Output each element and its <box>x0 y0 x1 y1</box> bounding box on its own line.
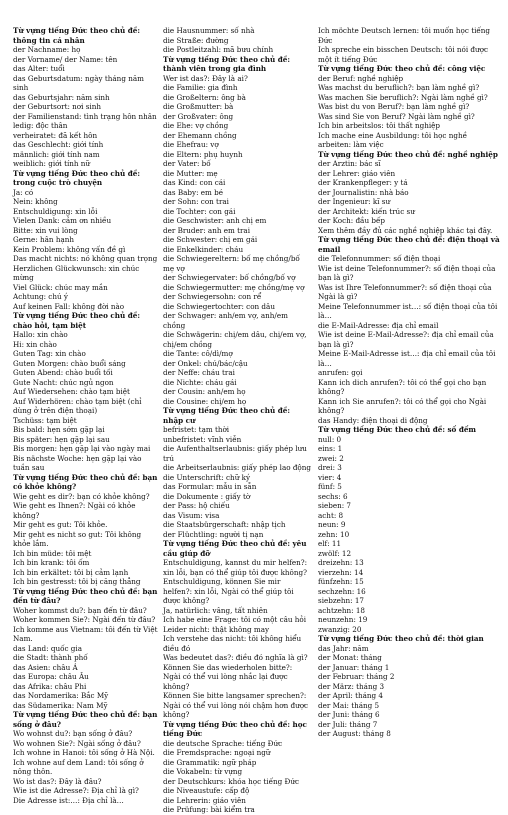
vocab-entry: Können Sie bitte langsamer sprechen?: Ngài có thể vui lòng nói chậm hơn được không? <box>163 691 309 719</box>
vocab-entry: die Niveaustufe: cấp độ <box>163 786 250 795</box>
vocab-entry: Gerne: hân hạnh <box>13 235 75 244</box>
vocab-entry: die Prüfung: bài kiểm tra <box>163 805 255 814</box>
vocab-entry: der Monat: tháng <box>318 653 382 662</box>
vocab-entry: Wie geht es Ihnen?: Ngài có khỏe không? <box>13 501 136 520</box>
vocab-entry: sechzehn: 16 <box>318 586 366 596</box>
vocab-entry: Entschuldigung, können Sie mir helfen?: xin lỗi, Ngài có thể giúp tôi được không? <box>163 577 294 605</box>
vocab-entry: die Aufenthaltserlaubnis: giấy phép lưu trú <box>163 444 307 463</box>
vocab-entry: die Tochter: con gái <box>163 206 236 216</box>
vocab-entry: Bis bald: hẹn sớm gặp lại <box>13 425 105 434</box>
vocab-entry: Tschüss: tạm biệt <box>13 415 77 425</box>
vocab-entry: Gute Nacht: chúc ngủ ngon <box>13 377 114 387</box>
vocab-entry: weiblich: giới tính nữ <box>13 159 91 168</box>
vocab-entry: der Geburtsort: nơi sinh <box>13 102 101 111</box>
vocab-entry: der Sohn: con trai <box>163 197 229 206</box>
vocab-entry: der August: tháng 8 <box>318 729 391 738</box>
vocab-entry: das Asien: châu Á <box>13 662 78 672</box>
vocab-entry: ledig: độc thân <box>13 121 68 130</box>
vocab-entry: Leider nicht: thật không may <box>163 624 270 634</box>
vocab-entry: der Beruf: nghề nghiệp <box>318 73 404 83</box>
vocab-entry: die Telefonnummer: số điện thoại <box>318 254 441 263</box>
vocab-entry: Wie geht es dir?: bạn có khỏe không? <box>13 491 150 501</box>
vocab-entry: die Mutter: mẹ <box>163 168 218 178</box>
vocab-entry: Ja: có <box>13 187 34 197</box>
vocab-entry: Ja, natürlich: vâng, tất nhiên <box>163 605 268 615</box>
vocab-entry: der April: tháng 4 <box>318 691 383 700</box>
vocab-entry: Wo ist das?: Đây là đâu? <box>13 776 102 786</box>
vocab-entry: Ich spreche ein bisschen Deutsch: tôi nói được một ít tiếng Đức <box>318 45 489 64</box>
vocab-entry: die Großeltern: ông bà <box>163 92 246 102</box>
vocab-entry: zwei: 2 <box>318 453 344 463</box>
vocab-entry: Woher kommst du?: bạn đến từ đâu? <box>13 605 147 615</box>
vocab-entry: der Pass: hộ chiếu <box>163 501 230 510</box>
vocab-entry: Entschuldigung: xin lỗi <box>13 206 98 216</box>
vocab-entry: das Handy: điện thoại di động <box>318 415 428 425</box>
vocab-entry: das Kind: con cái <box>163 178 226 187</box>
column-right <box>318 26 501 739</box>
vocab-entry: zwölf: 12 <box>318 548 352 558</box>
vocab-entry: Kann ich Sie anrufen?: tôi có thể gọi cho Ngài không? <box>318 396 487 415</box>
vocab-entry: befristet: tạm thời <box>163 425 230 434</box>
vocab-entry: Bis später: hẹn gặp lại sau <box>13 434 110 444</box>
vocab-entry: der Koch: đầu bếp <box>318 216 385 225</box>
vocab-entry: Können Sie das wiederholen bitte?: Ngài có thể vui lòng nhắc lại được không? <box>163 662 293 691</box>
vocab-entry: das Geburtsdatum: ngày tháng năm sinh <box>13 73 144 92</box>
section-heading: Từ vựng tiếng Đức theo chủ đề: số đếm <box>318 425 477 434</box>
vocab-entry: das Land: quốc gia <box>13 643 82 653</box>
vocab-entry: der Neffe: cháu trai <box>163 368 235 377</box>
vocab-entry: der Cousin: anh/em họ <box>163 387 246 396</box>
vocab-entry: das Visum: visa <box>163 510 220 520</box>
vocab-entry: das Afrika: châu Phi <box>13 681 87 691</box>
vocab-entry: die Ehe: vợ chồng <box>163 121 229 130</box>
vocab-entry: die Straße: đường <box>163 35 229 45</box>
vocab-entry: Was sind Sie von Beruf? Ngài làm nghề gì? <box>318 111 475 121</box>
vocab-entry: null: 0 <box>318 434 342 444</box>
vocab-entry: der Januar: tháng 1 <box>318 662 390 672</box>
vocab-entry: die E-Mail-Adresse: địa chỉ email <box>318 320 439 330</box>
vocab-entry: elf: 11 <box>318 539 342 548</box>
vocab-entry: Auf keinen Fall: không đời nào <box>13 301 125 311</box>
vocab-entry: der Schwiegervater: bố chồng/bố vợ <box>163 273 296 282</box>
vocab-entry: Guten Morgen: chào buổi sáng <box>13 358 126 368</box>
vocab-entry: die Cousine: chị/em họ <box>163 396 247 406</box>
vocab-entry: das Geburtsjahr: năm sinh <box>13 92 110 102</box>
vocab-entry: Auf Wiedersehen: chào tạm biệt <box>13 387 130 396</box>
vocab-entry: das Baby: em bé <box>163 187 224 197</box>
section-heading: Từ vựng tiếng Đức theo chủ đề: thành viên trong gia đình <box>163 54 290 73</box>
vocab-entry: der Juni: tháng 6 <box>318 710 380 719</box>
section-heading: Từ vựng tiếng Đức theo chủ đề: yêu cầu giúp đỡ <box>163 539 307 558</box>
vocab-entry: Wer ist das?: Đây là ai? <box>163 73 248 83</box>
vocab-entry: Ich habe eine Frage: tôi có một câu hỏi <box>163 615 307 624</box>
vocab-entry: die Geschwister: anh chị em <box>163 216 267 225</box>
vocab-entry: Die Adresse ist:…: Địa chỉ là… <box>13 795 124 805</box>
vocab-entry: Ich bin krank: tôi ốm <box>13 558 90 567</box>
vocab-entry: die Grammatik: ngữ pháp <box>163 757 257 767</box>
vocab-entry: siebzehn: 17 <box>318 596 364 605</box>
column-middle <box>163 26 311 815</box>
vocab-entry: der Juli: tháng 7 <box>318 719 378 729</box>
vocab-entry: die Vokabeln: từ vựng <box>163 767 243 776</box>
vocab-entry: das Formular: mẫu in sẵn <box>163 482 257 491</box>
vocab-entry: der Onkel: chú/bác/cậu <box>163 358 248 368</box>
vocab-entry: die Schwiegertochter: con dâu <box>163 301 275 311</box>
vocab-entry: die Staatsbürgerschaft: nhập tịch <box>163 520 286 529</box>
vocab-entry: der Bruder: anh em trai <box>163 225 251 235</box>
vocab-entry: die Ehefrau: vợ <box>163 140 219 149</box>
vocab-entry: der Lehrer: giáo viên <box>318 168 396 178</box>
vocab-entry: der Familienstand: tình trạng hôn nhân <box>13 111 157 121</box>
vocab-entry: die deutsche Sprache: tiếng Đức <box>163 738 283 748</box>
vocab-entry: fünf: 5 <box>318 482 342 491</box>
section-heading: Từ vựng tiếng Đức theo chủ đề: công việc <box>318 64 486 73</box>
vocab-entry: verheiratet: đã kết hôn <box>13 130 98 140</box>
vocab-entry: der Ehemann chồng <box>163 130 237 140</box>
section-heading: Từ vựng tiếng Đức theo chủ đề: bạn đến từ đâu? <box>13 586 158 605</box>
vocab-entry: die Postleitzahl: mã bưu chính <box>163 45 274 54</box>
vocab-entry: das Geschlecht: giới tính <box>13 140 104 149</box>
vocab-entry: Ich komme aus Vietnam: tôi đến từ Việt Nam. <box>13 624 158 643</box>
vocab-entry: der Journalistin: nhà báo <box>318 187 409 197</box>
vocab-entry: neunzehn: 19 <box>318 615 368 624</box>
vocab-entry: Was bist du von Beruf?: bạn làm nghề gì? <box>318 102 470 111</box>
vocab-entry: die Schwester: chị em gái <box>163 235 258 244</box>
vocab-entry: unbefristet: vĩnh viễn <box>163 434 242 444</box>
vocab-entry: sechs: 6 <box>318 491 348 501</box>
section-heading: Từ vựng tiếng Đức theo chủ đề: bạn có khỏe không? <box>13 472 158 491</box>
vocab-entry: Bitte: xin vui lòng <box>13 225 78 235</box>
vocab-entry: das Jahr: năm <box>318 643 369 653</box>
vocab-entry: Kein Problem: không vấn đề gì <box>13 244 126 254</box>
vocab-entry: der Vater: bố <box>163 159 211 168</box>
vocab-entry: der Arztin: bác sĩ <box>318 159 381 168</box>
vocab-entry: Mir geht es nicht so gut: Tôi không khỏe lắm. <box>13 529 142 548</box>
vocab-entry: acht: 8 <box>318 510 344 520</box>
vocab-entry: der Mai: tháng 5 <box>318 700 380 710</box>
vocab-entry: Wo wohnst du?: bạn sống ở đâu? <box>13 729 133 738</box>
vocab-entry: Ich bin erkältet: tôi bị cảm lạnh <box>13 567 129 577</box>
vocab-entry: Ich wohne in Hanoi: tôi sống ở Hà Nội. <box>13 748 155 757</box>
section-heading: Từ vựng tiếng Đức theo chủ đề: thông tin cá nhân <box>13 26 140 45</box>
vocab-entry: Was ist Ihre Telefonnummer?: số điện thoại của Ngài là gì? <box>318 282 492 301</box>
vocab-entry: die Schwägerin: chị/em dâu, chị/em vợ, chị/em chồng <box>163 330 307 349</box>
vocab-entry: zehn: 10 <box>318 529 350 539</box>
vocab-entry: der Flüchtling: người tị nạn <box>163 529 264 539</box>
vocab-entry: Vielen Dank: cảm ơn nhiều <box>13 216 112 225</box>
vocab-entry: die Familie: gia đình <box>163 83 238 92</box>
vocab-entry: neun: 9 <box>318 520 346 529</box>
vocab-entry: Ich bin gestresst: tôi bị căng thẳng <box>13 577 141 586</box>
vocab-entry: zwanzig: 20 <box>318 624 362 634</box>
vocab-entry: Ich bin arbeitslos: tôi thất nghiệp <box>318 121 440 130</box>
vocab-entry: die Eltern: phụ huynh <box>163 149 243 159</box>
vocab-entry: Ich möchte Deutsch lernen: tôi muốn học tiếng Đức <box>318 26 491 45</box>
vocab-entry: fünfzehn: 15 <box>318 577 364 586</box>
vocab-entry: Wie ist deine Telefonnummer?: số điện thoại của bạn là gì? <box>318 263 496 282</box>
vocab-entry: der Deutschkurs: khóa học tiếng Đức <box>163 776 299 786</box>
vocab-entry: Ich verstehe das nicht: tôi không hiểu điều đó <box>163 634 302 653</box>
vocab-entry: die Unterschrift: chữ ký <box>163 472 251 482</box>
vocab-entry: Guten Tag: xin chào <box>13 349 86 358</box>
vocab-entry: Achtung: chú ý <box>13 292 68 301</box>
vocab-entry: der März: tháng 3 <box>318 681 385 691</box>
vocab-entry: Auf Widerhören: chào tạm biệt (chỉ dùng ở trên điện thoại) <box>13 396 142 415</box>
vocab-entry: die Nichte: cháu gái <box>163 377 237 387</box>
vocab-entry: der Schwiegersohn: con rể <box>163 292 262 301</box>
section-heading: Từ vựng tiếng Đức theo chủ đề: trong cuộc trò chuyện <box>13 168 140 187</box>
vocab-entry: Bis morgen: hẹn gặp lại vào ngày mai <box>13 444 151 453</box>
vocab-entry: arbeiten: làm việc <box>318 140 384 149</box>
vocab-entry: Ich wohne auf dem Land: tôi sống ở nông thôn. <box>13 757 144 776</box>
section-heading: Từ vựng tiếng Đức theo chủ đề: học tiếng Đức <box>163 719 307 738</box>
vocab-entry: die Hausnummer: số nhà <box>163 26 255 35</box>
vocab-entry: drei: 3 <box>318 463 342 472</box>
vocab-entry: achtzehn: 18 <box>318 605 365 615</box>
vocab-entry: die Schwiegermutter: mẹ chồng/mẹ vợ <box>163 282 305 292</box>
vocab-entry: der Februar: tháng 2 <box>318 672 395 681</box>
vocab-entry: Entschuldigung, kannst du mir helfen?: xin lỗi, bạn có thể giúp tôi được không? <box>163 558 308 577</box>
section-heading: Từ vựng tiếng Đức theo chủ đề: bạn sống ở đâu? <box>13 710 158 729</box>
vocab-entry: männlich: giới tính nam <box>13 149 100 159</box>
vocab-entry: das Europa: châu Âu <box>13 672 89 681</box>
vocab-entry: anrufen: gọi <box>318 368 363 377</box>
vocab-entry: dreizehn: 13 <box>318 558 364 567</box>
vocab-entry: der Nachname: họ <box>13 45 81 54</box>
vocab-entry: die Fremdsprache: ngoại ngữ <box>163 748 271 757</box>
vocab-entry: Ich mache eine Ausbildung: tôi học nghề <box>318 130 468 140</box>
vocab-entry: die Enkelkinder: cháu <box>163 244 244 254</box>
vocab-entry: Das macht nichts: nó không quan trọng <box>13 254 158 263</box>
vocab-entry: Bis nächste Woche: hẹn gặp lại vào tuần sau <box>13 453 142 472</box>
vocab-entry: Ich bin müde: tôi mệt <box>13 548 92 558</box>
vocab-entry: das Nordamerika: Bắc Mỹ <box>13 691 109 700</box>
vocab-entry: Guten Abend: chào buổi tối <box>13 368 113 377</box>
vocab-entry: Hi: xin chào <box>13 339 57 349</box>
section-heading: Từ vựng tiếng Đức theo chủ đề: nghề nghiệp <box>318 149 498 159</box>
vocab-entry: Meine E-Mail-Adresse ist…: địa chỉ email của tôi là… <box>318 349 496 368</box>
vocab-entry: Was machst du beruflich?: bạn làm nghề gì? <box>318 83 480 92</box>
vocab-entry: die Schwiegereltern: bố mẹ chồng/bố mẹ vợ <box>163 254 300 273</box>
vocab-entry: Was bedeutet das?: điều đó nghĩa là gì? <box>163 653 308 662</box>
vocab-entry: der Schwager: anh/em vợ, anh/em chồng <box>163 311 288 330</box>
vocab-entry: Meine Telefonnummer ist…: số điện thoại của tôi là… <box>318 301 498 320</box>
vocab-entry: eins: 1 <box>318 444 343 453</box>
vocab-entry: der Großvater: ông <box>163 111 234 121</box>
vocab-entry: Kann ich dich anrufen?: tôi có thể gọi cho bạn không? <box>318 377 487 396</box>
vocab-entry: der Architekt: kiến trúc sư <box>318 206 415 216</box>
vocab-entry: das Alter: tuổi <box>13 64 65 73</box>
vocab-entry: der Krankenpfleger: y tá <box>318 178 408 187</box>
vocab-entry: Nein: không <box>13 197 58 206</box>
vocab-entry: Mir geht es gut: Tôi khỏe. <box>13 520 108 529</box>
vocab-entry: Herzlichen Glückwunsch: xin chúc mừng <box>13 263 140 282</box>
section-heading: Từ vựng tiếng Đức theo chủ đề: điện thoại và email <box>318 235 500 254</box>
vocab-entry: der Vorname/ der Name: tên <box>13 54 118 64</box>
vocab-entry: Was machen Sie beruflich?: Ngài làm nghề gì? <box>318 92 488 102</box>
vocab-entry: Woher kommen Sie?: Ngài đến từ đâu? <box>13 615 156 624</box>
vocab-entry: vier: 4 <box>318 472 342 482</box>
vocab-entry: sieben: 7 <box>318 501 352 510</box>
vocab-entry: Xem thêm đầy đủ các nghề nghiệp khác tại đây. <box>318 225 493 235</box>
vocab-entry: Hallo: xin chào <box>13 330 68 339</box>
vocab-entry: die Lehrerin: giáo viên <box>163 795 246 805</box>
section-heading: Từ vựng tiếng Đức theo chủ đề: nhập cư <box>163 406 290 425</box>
vocab-entry: Wo wohnen Sie?: Ngài sống ở đâu? <box>13 738 141 748</box>
vocab-entry: das Südamerika: Nam Mỹ <box>13 700 108 710</box>
vocab-entry: die Stadt: thành phố <box>13 653 88 662</box>
vocab-entry: die Tante: cô/dì/mợ <box>163 349 233 358</box>
column-left <box>13 26 158 805</box>
section-heading: Từ vựng tiếng Đức theo chủ đề: thời gian <box>318 634 484 643</box>
section-heading: Từ vựng tiếng Đức theo chủ đề: chào hỏi, tạm biệt <box>13 311 140 330</box>
vocab-entry: Wie ist deine E-Mail-Adresse?: địa chỉ email của bạn là gì? <box>318 330 494 349</box>
vocab-entry: Wie ist die Adresse?: Địa chỉ là gì? <box>13 786 139 795</box>
vocab-entry: die Großmutter: bà <box>163 102 234 111</box>
vocab-entry: Viel Glück: chúc may mắn <box>13 282 108 292</box>
vocab-entry: die Arbeitserlaubnis: giấy phép lao động <box>163 463 311 472</box>
vocab-entry: die Dokumente : giấy tờ <box>163 491 251 501</box>
vocab-entry: vierzehn: 14 <box>318 567 364 577</box>
vocab-entry: der Ingenieur: kĩ sư <box>318 197 391 206</box>
